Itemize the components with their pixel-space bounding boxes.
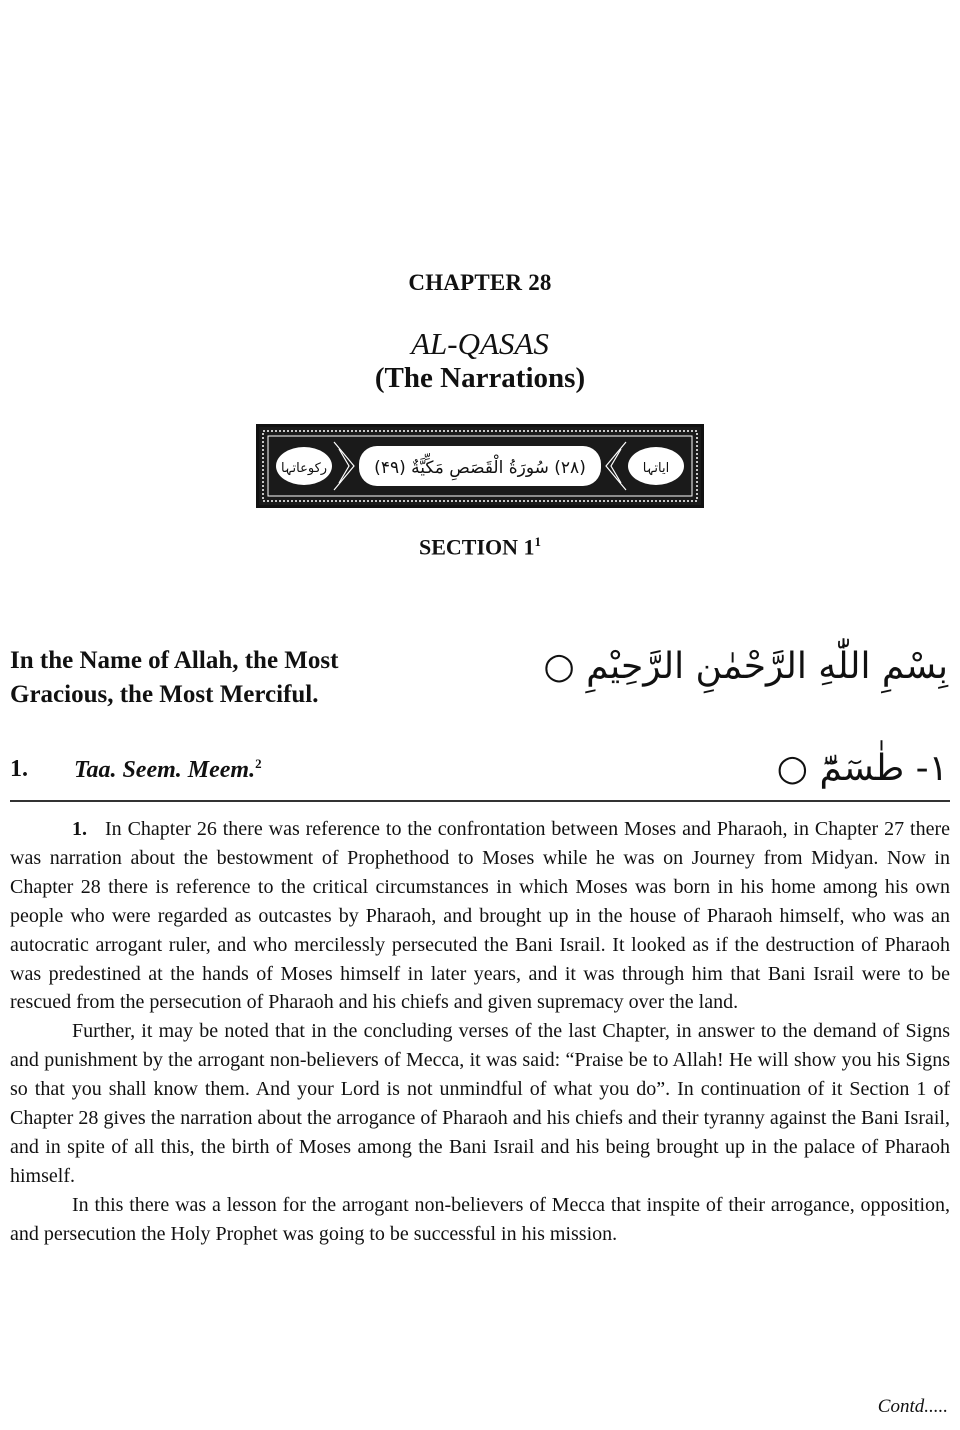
note-paragraph-3: In this there was a lesson for the arrogant non-believers of Mecca that inspite of their arrogance, opposition, and persecution the Holy Prophet was going to be successful in his mission. [10,1193,950,1245]
basmala-english: In the Name of Allah, the Most Gracious, the Most Merciful. [10,647,339,708]
banner-right-text: ایاتہا [642,461,670,476]
verse-arabic: ١- طٰسٓمّٓ ○ [776,748,948,789]
footnotes [10,815,950,1249]
note-paragraph-1 [10,815,950,1017]
basmala-arabic: بِسْمِ اللّٰهِ الرَّحْمٰنِ الرَّحِيْمِ ○ [543,646,948,687]
verse-english [74,756,262,784]
banner-center-text: (۲۸) سُورَةُ الْقَصَصِ مَكِّيَّةٌ (۴۹) [374,458,586,478]
verse-number: 1. [10,756,28,782]
section-footnote-marker: 1 [534,534,542,549]
chapter-label: CHAPTER 28 [408,270,552,295]
verse-english-text: Taa. Seem. Meem. [74,757,256,783]
footnote-divider [10,800,950,802]
banner-left-text: رکوعاتہا [280,461,328,476]
surah-header-ornament [256,424,704,508]
note-paragraph-2: Further, it may be noted that in the concluding verses of the last Chapter, in answer to the demand of Signs and punishment by the arrogant non-believers of Mecca, it was said: “Praise be to Allah! He will show you his Signs so that you shall know them. And your Lord is not unmindful of what you do”. In continuation of it Section 1 of Chapter 28 gives the narration about the arrogance of Pharaoh and his chiefs and their tyranny against the Bani Israil, and in spite of all this, the birth of Moses among the Bani Israil and his being brought up in the palace of Pharaoh himself. [10,1020,950,1187]
section-label: SECTION 1 [418,534,535,560]
verse-footnote-marker: 2 [255,756,262,771]
chapter-title: AL-QASAS [411,326,549,361]
note-number: 1. [72,818,87,840]
note-paragraph-1-text: In Chapter 26 there was reference to the confrontation between Moses and Pharaoh, in Chapter 27 there was narration about the bestowment of Prophethood to Moses while he was on Journey from Midyan. Now in Chapter 28 there is reference to the critical circumstances in which Moses was born in his home among his own people who were regarded as outcastes by Pharaoh, and brought up in the house of Pharaoh himself, who was an autocratic arrogant ruler, and who mercilessly persecuted the Bani Israil. It looked as if the destruction of Pharaoh was predestined at the hands of Moses himself in later years, and it was through him that Bani Israil were to be rescued from the persecution of Pharaoh and his chiefs and given supremacy over the land. [10,818,950,1014]
chapter-subtitle: (The Narrations) [374,362,586,394]
continued-marker: Contd..... [877,1396,948,1417]
section-heading [0,534,960,560]
